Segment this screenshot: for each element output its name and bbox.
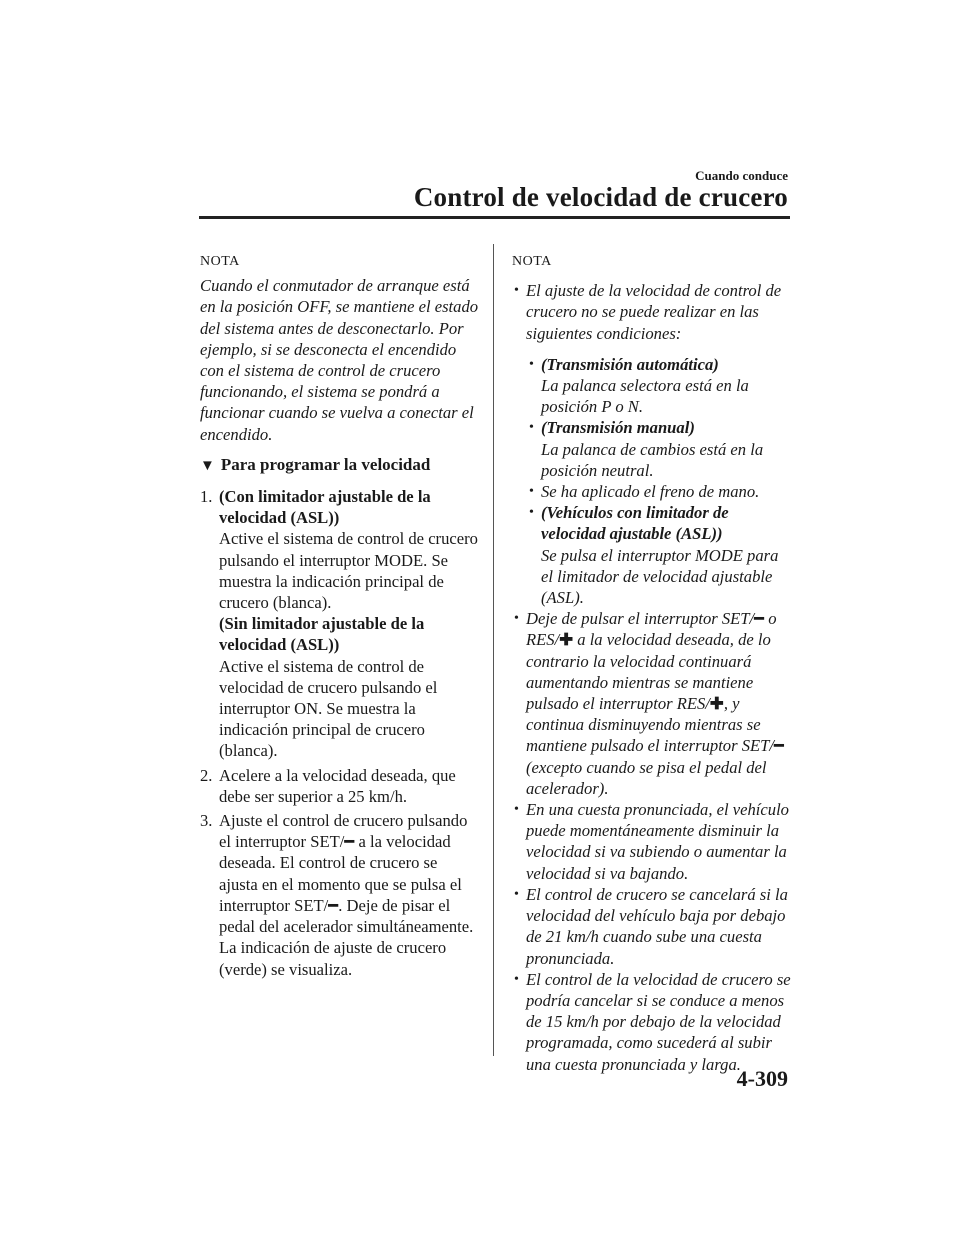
sub-bullet <box>527 502 794 608</box>
step-subhead: (Sin limitador ajustable de la velocidad (ASL)) <box>219 614 425 655</box>
sub-bullet <box>527 481 794 502</box>
step-subhead: (Con limitador ajustable de la velocidad (ASL)) <box>219 487 431 528</box>
sub-bullet-text: Se ha aplicado el freno de mano. <box>541 482 760 502</box>
nota-text: Cuando el conmutador de arranque está en la posición OFF, se mantiene el estado del sistema antes de desconectarlo. Por ejemplo, si se desconecta el encendido con el sistema de control de crucero funcionando, el sistema se pondrá a funcionar cuando se vuelva a conectar el encendido. <box>200 276 479 444</box>
sub-bullet-text: La palanca de cambios está en la posición neutral. <box>541 439 764 480</box>
note-bullet <box>512 884 794 969</box>
triangle-icon: ▼ <box>200 457 215 474</box>
note-bullet <box>512 280 794 344</box>
header-section-label: Cuando conduce <box>695 168 788 183</box>
text-run: (excepto cuando se pisa el pedal del acelerador). <box>526 757 767 798</box>
bullet-icon: • <box>514 802 519 818</box>
note-bullet <box>512 608 794 799</box>
sub-bullet-head: (Transmisión manual) <box>541 418 695 438</box>
bullet-icon: • <box>514 611 519 627</box>
bullet-icon: • <box>529 484 534 500</box>
text-run: , y continua disminuyendo mientras se mantiene pulsado el interruptor SET/ <box>526 694 774 756</box>
minus-icon: ━ <box>754 609 765 629</box>
bullet-text: El control de la velocidad de crucero se podría cancelar si se conduce a menos de 15 km/h por debajo de la velocidad programada, como sucederá al subir una cuesta pronunciada y larga. <box>526 969 791 1074</box>
bullet-icon: • <box>514 971 519 987</box>
page-title: Control de velocidad de crucero <box>413 182 788 212</box>
bullet-text: El control de crucero se cancelará si la velocidad del vehículo baja por debajo de 21 km/h cuando sube una cuesta pronunciada. <box>526 884 788 968</box>
text-run: a la velocidad deseada. El control de crucero se ajusta en el momento que se pulsa el interruptor SET/ <box>219 832 462 915</box>
text-run: a la velocidad deseada, de lo contrario la velocidad continuará aumentando mientras se mantiene pulsado el interruptor RES/ <box>526 630 771 714</box>
section-heading <box>200 454 480 477</box>
step-text: Acelere a la velocidad deseada, que debe ser superior a 25 km/h. <box>219 765 456 806</box>
sub-bullet-text: La palanca selectora está en la posición P o N. <box>541 376 749 417</box>
step-1 <box>200 486 480 762</box>
sub-bullet <box>527 354 794 418</box>
minus-icon: ━ <box>773 736 784 756</box>
step-number: 1. <box>200 487 213 507</box>
left-column <box>200 251 480 983</box>
text-run: o RES/ <box>526 609 777 650</box>
plus-icon: ✚ <box>559 630 574 650</box>
plus-icon: ✚ <box>709 694 724 714</box>
bullet-icon: • <box>529 356 534 372</box>
column-divider <box>493 244 494 1056</box>
step-number: 3. <box>200 811 213 831</box>
bullet-text: El ajuste de la velocidad de control de crucero no se puede realizar en las siguientes condiciones: <box>526 281 782 343</box>
step-text: Active el sistema de control de crucero pulsando el interruptor MODE. Se muestra la indicación principal de crucero (blanca). <box>219 529 478 613</box>
text-run: Deje de pulsar el interruptor SET/ <box>526 609 755 629</box>
step-text <box>219 810 480 980</box>
bullet-icon: • <box>529 420 534 436</box>
sub-bullet <box>527 417 794 481</box>
page-number: 4-309 <box>736 1066 788 1091</box>
minus-icon: ━ <box>344 832 355 852</box>
sub-bullet-head: (Transmisión automática) <box>541 354 719 374</box>
bullet-text <box>526 608 794 799</box>
minus-icon: ━ <box>328 895 339 915</box>
bullet-icon: • <box>514 283 519 299</box>
bullet-text: En una cuesta pronunciada, el vehículo puede momentáneamente disminuir la velocidad si va subiendo o aumentar la velocidad si va bajando. <box>526 800 789 883</box>
sub-bullet-head: (Vehículos con limitador de velocidad ajustable (ASL)) <box>541 503 729 544</box>
note-bullet <box>512 969 794 1075</box>
nota-label: NOTA <box>200 254 240 269</box>
nota-label: NOTA <box>512 254 552 269</box>
bullet-icon: • <box>514 886 519 902</box>
text-run: Ajuste el control de crucero pulsando el interruptor SET/ <box>219 811 468 852</box>
section-heading-text: Para programar la velocidad <box>220 454 431 474</box>
header-rule <box>199 216 790 219</box>
step-3 <box>200 810 480 980</box>
note-bullet <box>512 799 794 884</box>
step-2 <box>200 765 480 807</box>
bullet-icon: • <box>529 505 534 521</box>
step-text: Active el sistema de control de velocidad de crucero pulsando el interruptor ON. Se muestra la indicación principal de crucero (blanca). <box>219 656 438 761</box>
right-column <box>512 251 794 1075</box>
sub-bullet-text: Se pulsa el interruptor MODE para el limitador de velocidad ajustable (ASL). <box>541 545 779 608</box>
text-run: . Deje de pisar el pedal del acelerador simultáneamente. La indicación de ajuste de crucero (verde) se visualiza. <box>219 895 474 979</box>
step-number: 2. <box>200 765 213 785</box>
